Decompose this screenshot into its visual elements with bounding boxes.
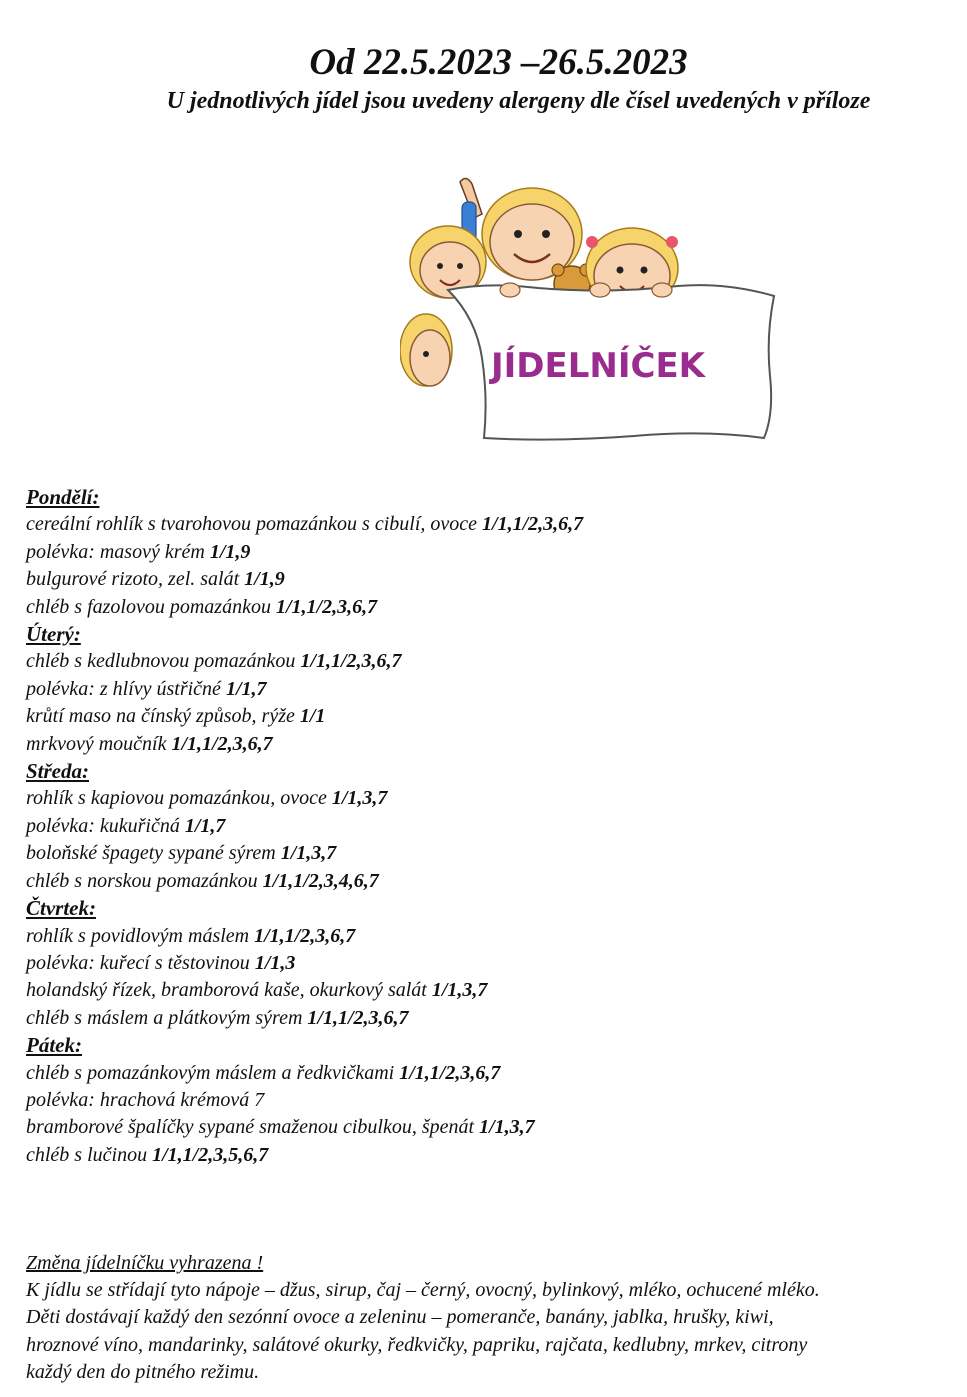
page-header <box>0 40 967 116</box>
menu-change-note: Změna jídelníčku vyhrazena ! <box>26 1252 264 1274</box>
menu-item-text: polévka: kuřecí s těstovinou <box>26 951 255 974</box>
allergen-codes: 1/1,3,7 <box>431 979 488 1002</box>
menu-item <box>26 923 946 950</box>
day-section <box>26 758 946 895</box>
allergen-codes: 1/1 <box>299 705 326 728</box>
day-section <box>26 484 946 621</box>
allergen-codes: 1/1,3 <box>254 951 296 974</box>
day-section <box>26 621 946 758</box>
menu-item-text: chléb s kedlubnovou pomazánkou <box>26 650 301 673</box>
allergen-codes: 1/1,3,7 <box>479 1116 535 1139</box>
menu-item-text: krůtí maso na čínský způsob, rýže <box>26 705 300 728</box>
day-name: Pondělí: <box>26 485 100 509</box>
allergen-codes: 1/1,1/2,3,4,6,7 <box>262 869 379 892</box>
allergen-codes: 1/1,1/2,3,6,7 <box>399 1061 501 1084</box>
allergen-codes: 1/1,9 <box>244 568 285 591</box>
allergen-codes: 1/1,1/2,3,6,7 <box>275 595 378 618</box>
day-section <box>26 895 946 1032</box>
menu-item <box>26 511 946 538</box>
footer-line: hroznové víno, mandarinky, salátové okurky, ředkvičky, papriku, rajčata, kedlubny, mrkev, citrony <box>26 1333 808 1356</box>
menu-item <box>26 785 946 812</box>
menu-item-text: rohlík s kapiovou pomazánkou, ovoce <box>26 787 332 810</box>
weekly-menu <box>26 484 946 1169</box>
menu-item-text: rohlík s povidlovým máslem <box>26 924 255 947</box>
day-name: Čtvrtek: <box>26 896 96 921</box>
menu-illustration <box>400 172 785 452</box>
menu-item <box>26 950 946 977</box>
menu-item-text: bulgurové rizoto, zel. salát <box>26 568 245 591</box>
menu-footer <box>26 1250 951 1387</box>
menu-item-text: bramborové špalíčky sypané smaženou cibulkou, špenát <box>26 1116 480 1139</box>
allergen-codes: 1/1,7 <box>225 677 267 700</box>
menu-item <box>26 1114 946 1141</box>
menu-item <box>26 566 946 593</box>
allergen-codes: 1/1,9 <box>209 540 251 563</box>
menu-item <box>26 840 946 867</box>
allergen-codes: 1/1,1/2,3,6,7 <box>254 924 356 947</box>
menu-item <box>26 731 946 758</box>
menu-item <box>26 539 946 566</box>
allergen-codes: 1/1,1/2,3,6,7 <box>300 650 402 673</box>
allergen-codes: 1/1,1/2,3,5,6,7 <box>152 1143 269 1166</box>
children-holding-sign-illustration <box>400 172 785 452</box>
allergen-codes: 1/1,1/2,3,6,7 <box>482 513 584 536</box>
allergen-codes: 1/1,3,7 <box>331 787 388 810</box>
allergen-codes: 1/1,1/2,3,6,7 <box>171 732 273 755</box>
menu-item-text: chléb s lučinou <box>26 1143 153 1166</box>
menu-item-text: polévka: hrachová krémová 7 <box>26 1088 265 1111</box>
menu-item-text: holandský řízek, bramborová kaše, okurkový salát <box>26 979 432 1002</box>
menu-item-text: polévka: z hlívy ústřičné <box>26 677 226 700</box>
menu-item <box>26 1087 946 1114</box>
page-title: Od 22.5.2023 –26.5.2023 <box>309 42 688 83</box>
menu-item <box>26 703 946 730</box>
menu-item-text: chléb s fazolovou pomazánkou <box>26 595 276 618</box>
menu-item <box>26 1142 946 1169</box>
menu-item-text: polévka: masový krém <box>26 540 210 563</box>
day-name: Pátek: <box>26 1033 82 1058</box>
allergen-codes: 1/1,3,7 <box>280 842 337 865</box>
menu-item-text: chléb s norskou pomazánkou <box>26 869 263 892</box>
menu-item <box>26 1005 946 1032</box>
menu-item-text: boloňské špagety sypané sýrem <box>26 842 281 865</box>
menu-item-text: mrkvový moučník <box>26 732 172 755</box>
footer-line: K jídlu se střídají tyto nápoje – džus, sirup, čaj – černý, ovocný, bylinkový, mléko, ochucené mléko. <box>26 1279 820 1301</box>
page-subtitle: U jednotlivých jídel jsou uvedeny alergeny dle čísel uvedených v příloze <box>166 88 871 114</box>
allergen-codes: 1/1,7 <box>184 814 226 837</box>
menu-item <box>26 977 946 1004</box>
day-name: Úterý: <box>26 622 81 647</box>
menu-item-text: polévka: kukuřičná <box>26 814 185 837</box>
menu-item-text: cereální rohlík s tvarohovou pomazánkou s cibulí, ovoce <box>26 513 483 536</box>
footer-line: Děti dostávají každý den sezónní ovoce a zeleninu – pomeranče, banány, jablka, hrušky, kiwi, <box>26 1306 774 1329</box>
day-section <box>26 1032 946 1169</box>
menu-item <box>26 594 946 621</box>
menu-item <box>26 813 946 840</box>
footer-line: každý den do pitného režimu. <box>26 1361 260 1384</box>
menu-item <box>26 676 946 703</box>
menu-item-text: chléb s pomazánkovým máslem a ředkvičkami <box>26 1061 400 1084</box>
day-name: Středa: <box>26 759 89 784</box>
allergen-codes: 1/1,1/2,3,6,7 <box>307 1006 409 1029</box>
menu-item-text: chléb s máslem a plátkovým sýrem <box>26 1006 308 1029</box>
menu-item <box>26 868 946 895</box>
menu-item <box>26 648 946 675</box>
sign-text: JÍDELNÍČEK <box>490 346 706 386</box>
menu-item <box>26 1060 946 1087</box>
